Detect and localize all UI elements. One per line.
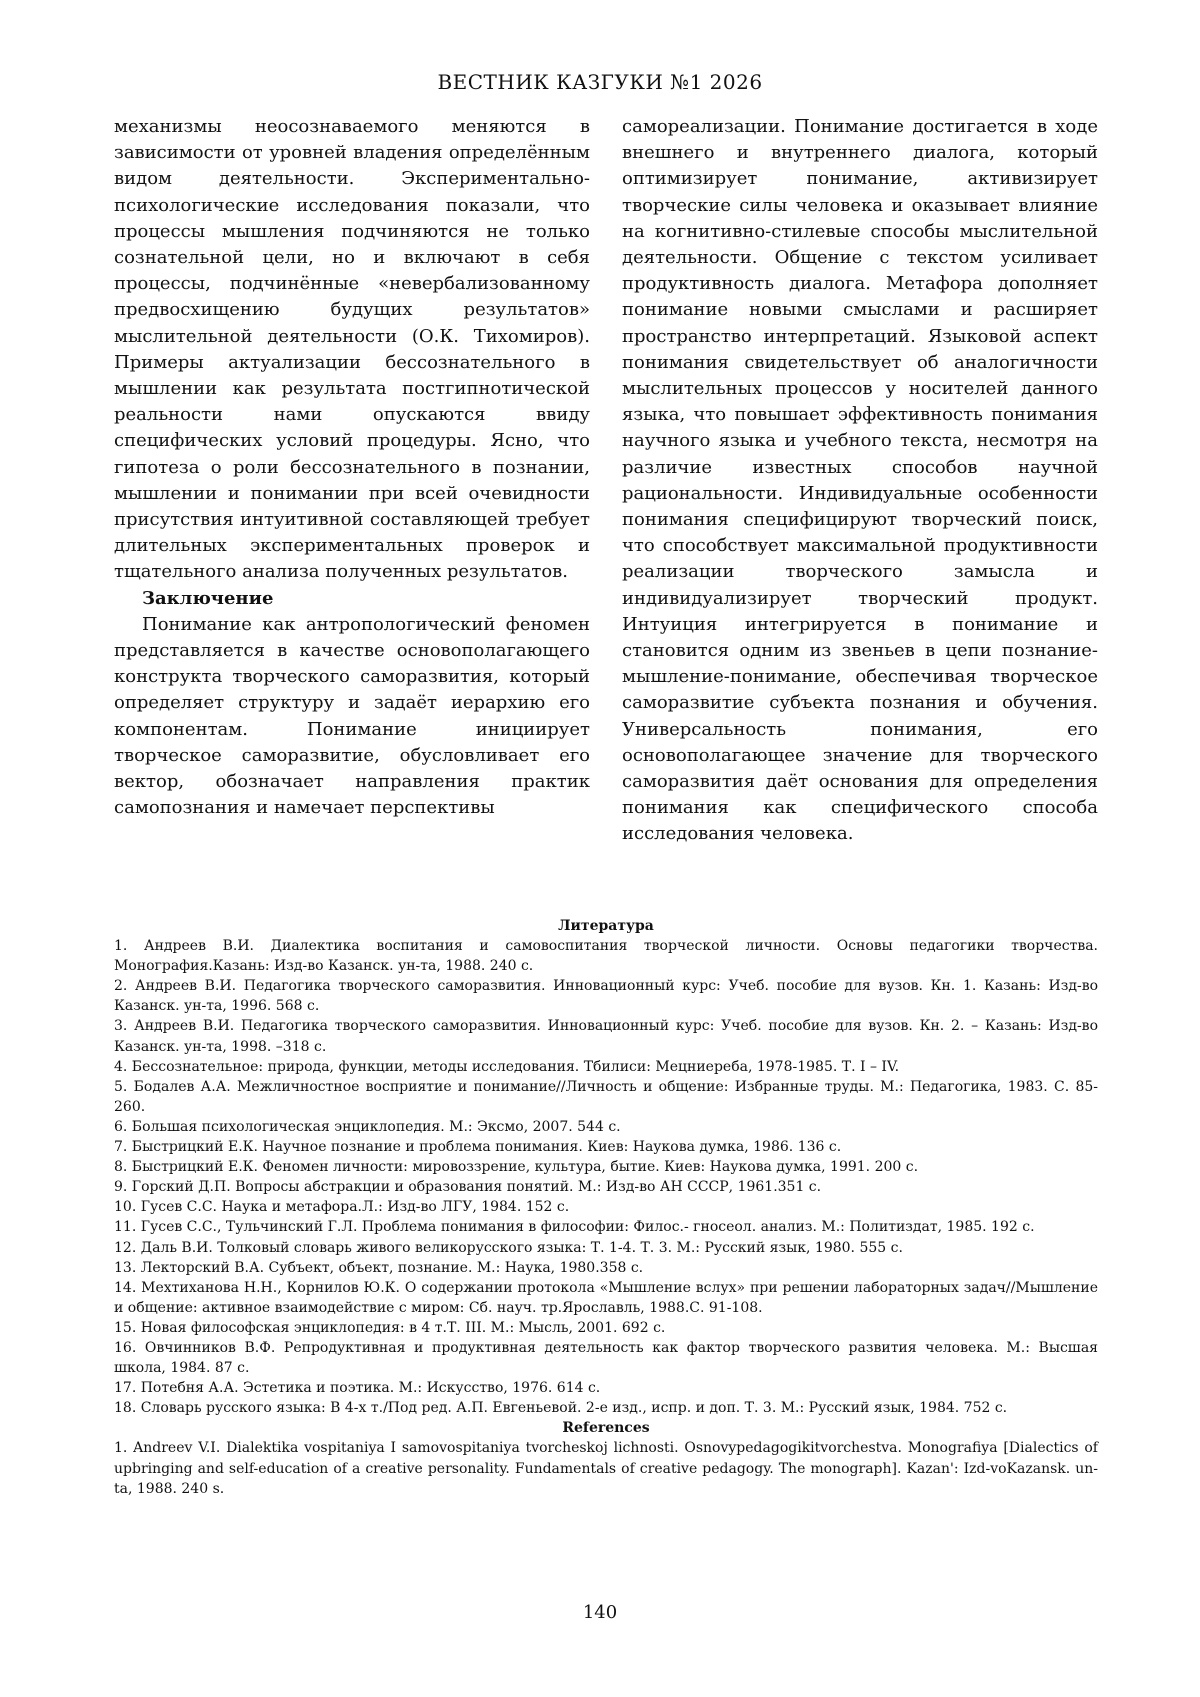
body-paragraph: Понимание как антропологический феномен представляется в качестве основополагающего конструкта творческого саморазвития, который определяет структуру и задаёт иерархию его компонентам. Понимание инициирует творческое саморазвитие, обусловливает его вектор, обозначает направления практик самопознания и намечает перспективы — [114, 613, 590, 819]
reference-item: 16. Овчинников В.Ф. Репродуктивная и продуктивная деятельность как фактор творческого развития человека. М.: Высшая школа, 1984. 87 с. — [114, 1339, 1098, 1377]
reference-item: 9. Горский Д.П. Вопросы абстракции и образования понятий. М.: Изд-во АН СССР, 1961.351 с. — [114, 1179, 822, 1196]
reference-item: 13. Лекторский В.А. Субъект, объект, познание. М.: Наука, 1980.358 с. — [114, 1259, 644, 1276]
reference-item: 14. Мехтиханова Н.Н., Корнилов Ю.К. О содержании протокола «Мышление вслух» при решении лабораторных задач//Мышление и общение: активное взаимодействие с миром: Сб. науч. тр.Ярославль, 1988.С. 91-108. — [114, 1279, 1098, 1316]
reference-item: 17. Потебня А.А. Эстетика и поэтика. М.: Искусство, 1976. 614 с. — [114, 1380, 601, 1397]
reference-item: 6. Большая психологическая энциклопедия. М.: Эксмо, 2007. 544 с. — [114, 1118, 621, 1135]
reference-item: 15. Новая философская энциклопедия: в 4 т.Т. III. М.: Мысль, 2001. 692 с. — [114, 1319, 666, 1336]
right-column — [622, 114, 1098, 848]
reference-item: 11. Гусев С.С., Тульчинский Г.Л. Проблема понимания в философии: Филос.- гносеол. анализ. М.: Политиздат, 1985. 192 с. — [114, 1219, 1035, 1236]
left-column — [114, 114, 590, 821]
reference-item: 12. Даль В.И. Толковый словарь живого великорусского языка: Т. 1-4. Т. 3. М.: Русский язык, 1980. 555 с. — [114, 1239, 903, 1256]
journal-header: ВЕСТНИК КАЗГУКИ №1 2026 — [437, 70, 763, 94]
reference-item: 3. Андреев В.И. Педагогика творческого саморазвития. Инновационный курс: Учеб. пособие для вузов. Кн. 2. – Казань: Изд-во Казанск. ун-та, 1998. –318 с. — [114, 1018, 1098, 1055]
literature-title: Литература — [558, 918, 654, 934]
reference-item: 5. Бодалев А.А. Межличностное восприятие и понимание//Личность и общение: Избранные труды. М.: Педагогика, 1983. С. 85-260. — [114, 1078, 1098, 1115]
reference-item: 1. Andreev V.I. Dialektika vospitaniya I samovospitaniya tvorcheskoj lichnosti. Osnovypedagogikitvorchestva. Monografiya [Dialectics of upbringing and self-education of a creative personality. Fundamentals of creative pedagogy. The monograph]. Kazan': Izd-voKazansk. un-ta, 1988. 240 s. — [114, 1440, 1098, 1497]
body-paragraph: механизмы неосознаваемого меняются в зависимости от уровней владения определённым видом деятельности. Экспериментально-психологические исследования показали, что процессы мышления подчиняются не только сознательной цели, но и включают в себя процессы, подчинённые «невербализованному предвосхищению будущих результатов» мыслительной деятельности (О.К. Тихомиров). Примеры актуализации бессознательного в мышлении как результата постгипнотической реальности нами опускаются ввиду специфических условий процедуры. Ясно, что гипотеза о роли бессознательного в познании, мышлении и понимании при всей очевидности присутствия интуитивной составляющей требует длительных экспериментальных проверок и тщательного анализа полученных результатов. — [114, 116, 590, 583]
references-title: References — [562, 1420, 650, 1437]
literature-list — [114, 936, 1098, 1418]
page-number: 140 — [582, 1602, 618, 1623]
body-paragraph: самореализации. Понимание достигается в ходе внешнего и внутреннего диалога, который оптимизирует понимание, активизирует творческие силы человека и оказывает влияние на когнитивно-стилевые способы мыслительной деятельности. Общение с текстом усиливает продуктивность диалога. Метафора дополняет понимание новыми смыслами и расширяет пространство интерпретаций. Языковой аспект понимания свидетельствует об аналогичности мыслительных процессов у носителей данного языка, что повышает эффективность понимания научного языка и учебного текста, несмотря на различие известных способов научной рациональности. Индивидуальные особенности понимания специфицируют творческий поиск, что способствует максимальной продуктивности реализации творческого замысла и индивидуализирует творческий продукт. Интуиция интегрируется в понимание и становится одним из звеньев в цепи познание-мышление-понимание, обеспечивая творческое саморазвитие субъекта познания и обучения. Универсальность понимания, его основополагающее значение для творческого саморазвития даёт основания для определения понимания как специфического способа исследования человека. — [622, 116, 1098, 845]
bibliography — [114, 916, 1098, 1499]
reference-item: 18. Словарь русского языка: В 4-х т./Под ред. А.П. Евгеньевой. 2-е изд., испр. и доп. Т. 3. М.: Русский язык, 1984. 752 с. — [114, 1400, 1008, 1417]
reference-item: 8. Быстрицкий Е.К. Феномен личности: мировоззрение, культура, бытие. Киев: Наукова думка, 1991. 200 с. — [114, 1159, 919, 1176]
reference-item: 1. Андреев В.И. Диалектика воспитания и самовоспитания творческой личности. Основы педагогики творчества. Монография.Казань: Изд-во Казанск. ун-та, 1988. 240 с. — [114, 938, 1098, 975]
reference-item: 2. Андреев В.И. Педагогика творческого саморазвития. Инновационный курс: Учеб. пособие для вузов. Кн. 1. Казань: Изд-во Казанск. ун-та, 1996. 568 с. — [114, 978, 1098, 1015]
references-list — [114, 1438, 1098, 1498]
conclusion-heading: Заключение — [142, 587, 274, 609]
reference-item: 7. Быстрицкий Е.К. Научное познание и проблема понимания. Киев: Наукова думка, 1986. 136 с. — [114, 1139, 842, 1156]
reference-item: 4. Бессознательное: природа, функции, методы исследования. Тбилиси: Мецниереба, 1978-1985. Т. I – IV. — [114, 1058, 900, 1075]
reference-item: 10. Гусев С.С. Наука и метафора.Л.: Изд-во ЛГУ, 1984. 152 с. — [114, 1199, 570, 1216]
